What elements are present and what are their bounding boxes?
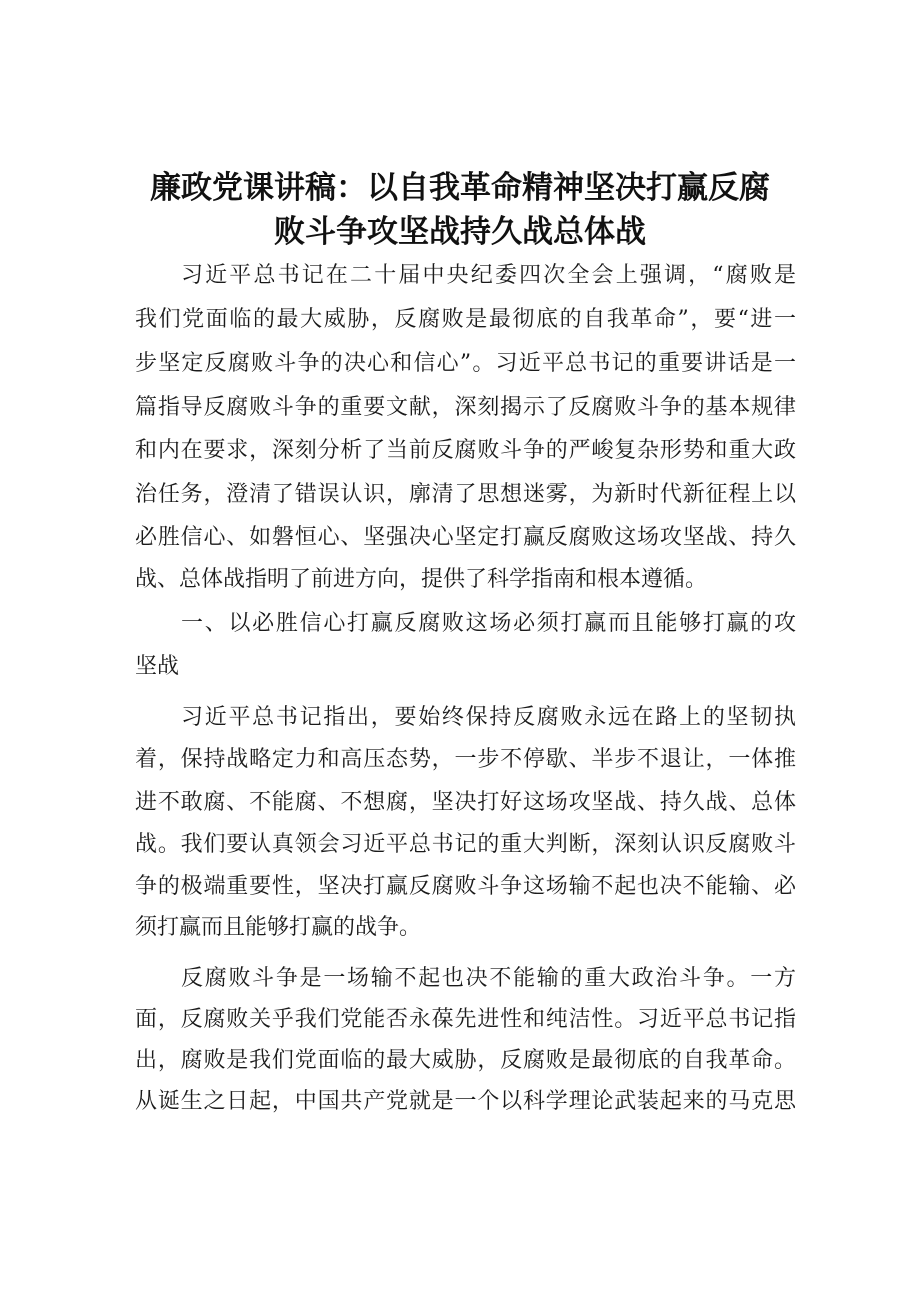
text-line: 争的极端重要性，坚决打赢反腐败斗争这场输不起也决不能输、必	[135, 874, 796, 899]
text-line: 从诞生之日起，中国共产党就是一个以科学理论武装起来的马克思	[135, 1089, 796, 1114]
text-line: 治任务，澄清了错误认识，廓清了思想迷雾，为新时代新征程上以	[135, 482, 796, 507]
text-line: 进不敢腐、不能腐、不想腐，坚决打好这场攻坚战、持久战、总体	[135, 790, 796, 815]
text-line: 必胜信心、如磐恒心、坚强决心坚定打赢反腐败这场攻坚战、持久	[135, 525, 796, 550]
text-line: 出，腐败是我们党面临的最大威胁，反腐败是最彻底的自我革命。	[135, 1048, 796, 1073]
text-line: 须打赢而且能够打赢的战争。	[135, 915, 422, 940]
text-line: 着，保持战略定力和高压态势，一步不停歇、半步不退让，一体推	[135, 747, 796, 772]
document-title-line-2: 败斗争攻坚战持久战总体战	[274, 214, 646, 250]
text-line: 我们党面临的最大威胁，反腐败是最彻底的自我革命”，要“进一	[135, 307, 796, 332]
document-title-line-1: 廉政党课讲稿：以自我革命精神坚决打赢反腐	[150, 170, 770, 206]
text-line: 战、总体战指明了前进方向，提供了科学指南和根本遵循。	[135, 567, 708, 592]
text-line: 步坚定反腐败斗争的决心和信心”。习近平总书记的重要讲话是一	[135, 351, 796, 376]
text-line: 和内在要求，深刻分析了当前反腐败斗争的严峻复杂形势和重大政	[135, 438, 796, 463]
text-line: 战。我们要认真领会习近平总书记的重大判断，深刻认识反腐败斗	[135, 832, 796, 857]
text-line: 习近平总书记指出，要始终保持反腐败永远在路上的坚韧执	[181, 705, 796, 730]
text-line: 反腐败斗争是一场输不起也决不能输的重大政治斗争。一方	[181, 966, 796, 991]
section-heading-line: 一、以必胜信心打赢反腐败这场必须打赢而且能够打赢的攻	[181, 611, 796, 636]
text-line: 面，反腐败关乎我们党能否永葆先进性和纯洁性。习近平总书记指	[135, 1007, 796, 1032]
text-line: 习近平总书记在二十届中央纪委四次全会上强调，“腐败是	[181, 263, 796, 288]
section-heading-line: 坚战	[135, 654, 180, 679]
text-line: 篇指导反腐败斗争的重要文献，深刻揭示了反腐败斗争的基本规律	[135, 395, 796, 420]
